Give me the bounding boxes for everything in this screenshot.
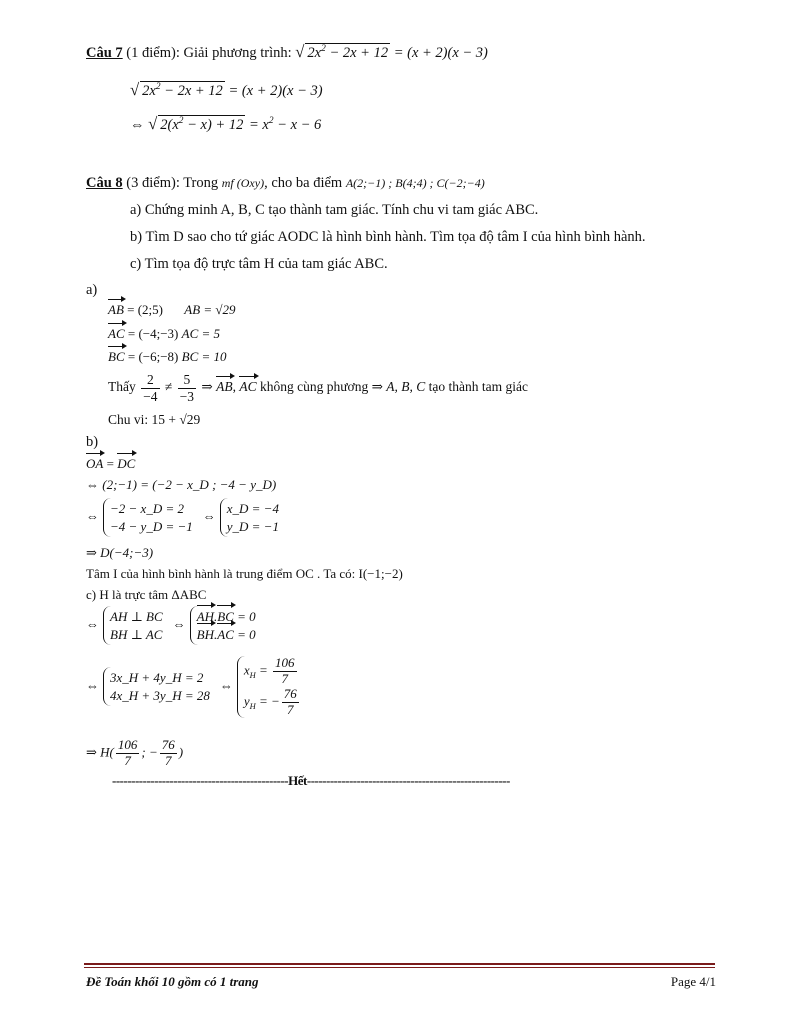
end-marker: ----------------------------------------------Hết----------------------------------------------------- — [112, 773, 510, 788]
sol-c-result: ⇒ H( $\frac{106}{7}$ ; − $\frac{76}{7}$ ) — [86, 737, 184, 768]
q7-equation: √ $2x^2 - 2x + 12 = (x + 2)(x - 3)$ — [295, 42, 488, 61]
sol-a-bc: BC = (−6;−8) BC = 10 — [108, 349, 227, 364]
q8-header — [86, 175, 485, 192]
sol-c-label: c) H là trực tâm ΔABC — [86, 587, 207, 602]
sol-c-linear: ⇔ 3x_H + 4y_H = 2 4x_H + 3y_H = 28 ⇔ $x_H$ = $\frac{106}{7}$ $y_H$ = − $\frac{76}{7}$ — [86, 656, 311, 718]
sol-a-ac: AC = (−4;−3) AC = 5 — [108, 326, 221, 341]
bc-length: BC = 10 — [181, 349, 227, 364]
q7-header — [86, 42, 488, 62]
q8-task-c: c) Tìm tọa độ trực tâm H của tam giác ABC. — [130, 256, 388, 272]
q7-step2: ⇔ √ $2(x^2 - x) + 12 = x^2 - x - 6$ — [130, 114, 322, 133]
footer-rule-thin — [84, 967, 715, 968]
sol-a-label: a) — [86, 282, 98, 298]
q8-task-b: b) Tìm D sao cho tứ giác AODC là hình bình hành. Tìm tọa độ tâm I của hình bình hành. — [130, 229, 646, 245]
q8-plane: mf (Oxy) — [221, 176, 265, 190]
sol-b-label: b) — [86, 434, 99, 450]
sol-b-systems: ⇔ −2 − x_D = 2 −4 − y_D = −1 ⇔ x_D = −4 y_D = −1 — [86, 498, 289, 537]
sol-b-d: ⇒ D(−4;−3) — [86, 545, 154, 560]
q7-step1: √ $2x^2 - 2x + 12 = (x + 2)(x - 3)$ — [130, 80, 323, 99]
q7-points: (1 điểm): Giải phương trình: — [126, 45, 292, 61]
sol-b-eq1: ⇔ (2;−1) = (−2 − x_D ; −4 − y_D) — [86, 477, 277, 492]
sol-a-perimeter: Chu vi: 15 + √29 — [108, 412, 201, 427]
sol-b-center: Tâm I của hình bình hành là trung điểm OC . Ta có: I(−1;−2) — [86, 566, 403, 581]
footer-left: Đề Toán khối 10 gồm có 1 trang — [86, 974, 259, 989]
perimeter-value: 15 + √29 — [151, 412, 201, 427]
footer-page: Page 4/1 — [670, 974, 716, 989]
q8-intro-b: , cho ba điểm — [264, 175, 343, 191]
sol-c-perp: ⇔ AH ⊥ BC BH ⊥ AC ⇔ AH.BC = 0 BH.AC = 0 — [86, 606, 266, 645]
sol-a-ab: AB = (2;5) AB = √29 — [108, 302, 236, 317]
sol-a-noncollinear: Thấy $\frac{2}{-4}$ ≠ $\frac{5}{-3}$ ⇒ AB, AC không cùng phương ⇒ A, B, C tạo thành tam giác — [108, 372, 528, 404]
q8-task-a: a) Chứng minh A, B, C tạo thành tam giác. Tính chu vi tam giác ABC. — [130, 202, 539, 218]
q8-title: Câu 8 — [86, 175, 123, 191]
q8-points: A(2;−1) ; B(4;4) ; C(−2;−4) — [345, 176, 485, 190]
q8-intro: (3 điểm): Trong — [126, 175, 219, 191]
q7-title: Câu 7 — [86, 45, 123, 61]
ab-length: AB = √29 — [184, 302, 236, 317]
sol-b-oa-dc: OA = DC — [86, 456, 136, 471]
footer-rule — [84, 963, 715, 965]
ac-length: AC = 5 — [181, 326, 221, 341]
